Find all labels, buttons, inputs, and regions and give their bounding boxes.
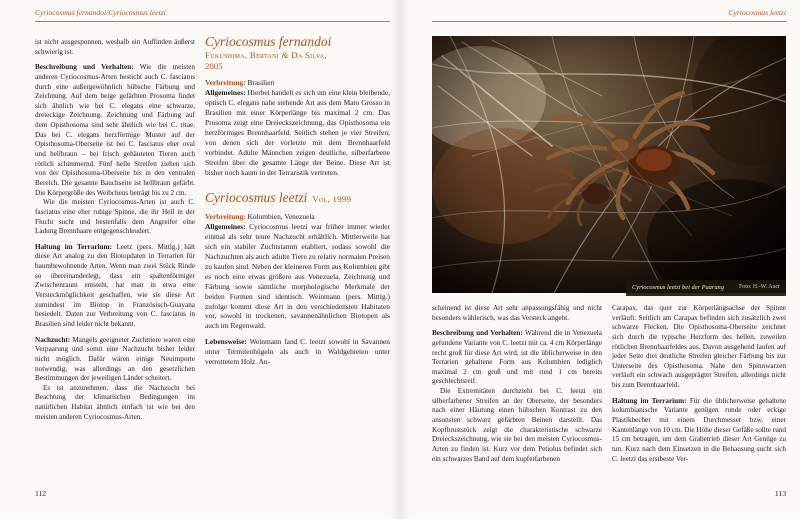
distribution-line xyxy=(205,212,390,222)
section-label: Haltung im Terrarium: xyxy=(35,242,112,251)
spider-photo xyxy=(432,36,786,293)
species-year: 2005 xyxy=(205,60,223,71)
photo-caption-text: Cyriocosmus leetzi bei der Paarung xyxy=(632,283,724,291)
paragraph-text: Carapax, das quer zur Körperlängsachse der Spinne verläuft. Seitlich am Carapax befinden sich zusätzlich zwei schwarze Flecken. Die Opisthosoma-Oberseite zeichnet sich durch die typische Herzform des hellen, zuweilen rötlichen Brennhaarfeldes aus. Davon ausgehend laufen auf jeder Seite drei deutliche Streifen gleicher Färbung bis zur Unterseite des Opisthosoma. Nahe den Spinnwarzen verläuft ein schwach ausgeprägter Streifen, allerdings nicht bis zum Brennhaarfeld. xyxy=(612,304,786,390)
paragraph-text: Leetz (pers. Mittlg.) hält diese Art analog zu den Biotopdaten in Terrarien für baumbewohnende Arten. Wenn man zwei Stück Rinde so übereinanderlegt, dass ein spaltenförmiger Zwischenraum entsteht, hat man in etwa eine Versteckmöglichkeit geschaffen, wie sie diese Art zumindest im Biotop in Französisch-Guayana besiedelt. Daten zur Verbreitung von C. fasciatus in Brasilien sind leider nicht bekannt. xyxy=(35,242,195,328)
paragraph-text: Hierbei handelt es sich um eine klein bleibende, optisch C. elegans nahe stehende Art aus dem Mato Grosso in Brasilien mit einer Körperlänge bis maximal 2 cm. Das Prosoma zeigt eine Dreieckszeichnung, das Opisthosoma ein herzförmiges Brennhaarfeld. Seitlich stehen je vier Streifen, von denen sich der vorletzte mit dem Brennhaarfeld verbindet. Adulte Männchen zeigen deutliche, silberfarbene Streifen über die gesamte Länge der Beine. Diese Art ist bisher noch kaum in der Terraristik vertreten. xyxy=(205,88,390,177)
species-authors: Vol, 1999 xyxy=(312,193,352,204)
paragraph xyxy=(205,337,390,367)
right-page-column-1 xyxy=(432,304,602,464)
spider-photo-art xyxy=(432,36,786,293)
paragraph xyxy=(432,304,602,323)
paragraph xyxy=(35,63,195,198)
page-gutter-shadow xyxy=(390,0,410,519)
distribution-label: Verbreitung: xyxy=(205,78,246,88)
paragraph xyxy=(35,38,195,57)
paragraph-text: Es ist anzunehmen, dass die Nachzucht bei Beachtung der klimatischen Bedingungen im natürlichen Habitat ähnlich einfach ist wie bei den meisten anderen Cyriocosmus-Arten. xyxy=(35,383,195,421)
paragraph-text: Für die üblicherweise gehaltene kolumbianische Variante genügen runde oder eckige Plastikbecher mit einem Durchmesser bzw. einer Kantenlänge von 10 cm. Die Höhe dieser Gefäße sollte rund 15 cm betragen, um dem Grabetrieb dieser Art Genüge zu tun. Kurz nach dem Einsetzen in die Behausung sucht sich C. leetzi das erstbeste Ver- xyxy=(612,396,787,463)
paragraph xyxy=(35,336,195,384)
paragraph-text: Mangels geeigneter Zuchttiere waren eine Verpaarung und somit eine Nachzucht bisher leider nicht möglich. Dafür wären einige Neuimporte notwendig, was allerdings an den gesetzlichen Bestimmungen der jeweiligen Länder scheitert. xyxy=(35,335,196,383)
paragraph-text: ist nicht ausgesponnen, weshalb ein Auffinden äußerst schwierig ist. xyxy=(35,38,195,56)
left-page-column-1 xyxy=(35,38,195,422)
paragraph-text: Wie die meisten Cyriocosmus-Arten ist auch C. fasciatus eine eher ruhige Spinne, die ihr Heil in der Flucht sucht und bestenfalls dem Angreifer eine Ladung Brennhaare entgegenschleudert. xyxy=(35,198,195,236)
header-rule-left xyxy=(35,21,390,22)
species-heading-fernandoi xyxy=(205,34,390,71)
header-rule-right xyxy=(432,21,786,22)
paragraph xyxy=(35,384,195,423)
section-label: Nachzucht: xyxy=(35,335,71,344)
species-heading-leetzi xyxy=(205,190,390,206)
paragraph-text: Wie die meisten anderen Cyriocosmus-Arten besticht auch C. fasciatus durch eine außergewöhnlich hübsche Färbung und Zeichnung. Auf dem beige gefärbten Prosoma findet sich ähnlich wie bei C. elegans eine schwarze, dreieckige Zeichnung. Zeichnung und Färbung auf dem Opisthosoma sind sehr ähnlich wie bei C. ritae. Das bei C. elegans herzförmige Muster auf der Opisthosoma-Oberseite ist bei C. fasciatus eher oval und hellbraun – bei frisch gehäuteten Tieren auch rötlich schimmernd. Fünf helle Streifen ziehen sich von der Opisthosoma-Oberseite bis in den ventralen Bereich. Die gesamte Bauchseite ist hellbraun gefärbt. Die Körpergröße des Weibchens beträgt bis zu 2 cm. xyxy=(35,63,196,197)
section-label: Haltung im Terrarium: xyxy=(612,396,687,405)
paragraph xyxy=(432,329,602,387)
distribution-label: Verbreitung: xyxy=(205,212,246,222)
photo-caption xyxy=(626,280,786,296)
paragraph xyxy=(612,304,786,391)
paragraph-text: scheinend ist diese Art sehr anpassungsfähig und nicht besonders wählerisch, was das Versteck angeht. xyxy=(432,304,602,322)
species-title: Cyriocosmus leetzi xyxy=(205,189,308,205)
paragraph xyxy=(205,222,390,331)
running-head-left: Cyriocosmus fernandoi/Cyriocosmus leetzi xyxy=(35,8,166,17)
paragraph-text: Die Extremitäten durchzieht bei C. leetzi ein silberfarbener Streifen an der Oberseite, der besonders nach einer Häutung einen hübschen Kontrast zu den ansonsten schwarz gefärbten Beinen darstellt. Das Kopfbruststück zeigt die charakteristische schwarze Dreieckszeichnung, wie sie bei den meisten Cyriocosmus-Arten zu finden ist. Kurz vor dem Petiolus befindet sich ein schwarzes Band auf dem kupferfarbenen xyxy=(432,387,602,463)
distribution-value: Brasilien xyxy=(247,78,275,88)
page-number-right: 113 xyxy=(774,489,786,498)
paragraph xyxy=(205,88,390,177)
paragraph xyxy=(35,243,195,330)
section-label: Beschreibung und Verhalten: xyxy=(432,329,523,338)
species-title: Cyriocosmus fernandoi xyxy=(205,34,332,49)
distribution-line xyxy=(205,78,390,88)
paragraph xyxy=(35,198,195,237)
section-label: Lebensweise: xyxy=(205,337,247,347)
paragraph xyxy=(612,397,786,464)
distribution-value: Kolumbien, Venezuela xyxy=(247,212,315,222)
photo-credit: Foto: H.-W. Auer xyxy=(738,284,780,291)
paragraph xyxy=(432,387,602,464)
paragraph-text: Während die in Venezuela gefundene Variante von C. leetzi mit ca. 4 cm Körperlänge recht groß für diese Art wird, ist die üblicherweise in den Terrarien gehaltene Form aus Kolumbien lediglich maximal 2 cm groß und mit rund 1 cm bereits geschlechtsreif. xyxy=(432,329,602,386)
paragraph-text: Weinmann fand C. leetzi sowohl in Savannen unter Termitenhügeln als auch in Waldgebieten unter verrottetem Holz. An- xyxy=(205,337,390,367)
left-page-column-2 xyxy=(205,34,390,367)
page-number-left: 112 xyxy=(35,489,47,498)
section-label: Allgemeines: xyxy=(205,88,246,98)
paragraph-text: Cyriocosmus leetzi war früher immer wieder einmal als sehr teure Nachzucht erhältlich. Mittlerweile hat sich ein stabiler Zuchtstamm etabliert, sodass sowohl die Nachzuchten als auch adulte Tiere zu relativ normalen Preisen zu kaufen sind. Neben der kleineren Form aus Kolumbien gibt es noch eine etwas größere aus Venezuela. Zeichnung und Färbung sowie sämtliche morphologische Merkmale der beiden Formen sind identisch. Weinmann (pers. Mittlg.) zufolge kommt diese Art in den verschiedensten Habitaten vor, sowohl in trockenen, savannenähnlichen Biotopen als auch im Regenwald. xyxy=(205,222,390,331)
species-authors: Fukushima, Bertani & Da Silva, xyxy=(205,49,327,60)
running-head-right: Cyriocosmus leetzi xyxy=(728,8,786,17)
right-page-column-2 xyxy=(612,304,786,464)
section-label: Allgemeines: xyxy=(205,222,246,232)
section-label: Beschreibung und Verhalten: xyxy=(35,63,134,72)
